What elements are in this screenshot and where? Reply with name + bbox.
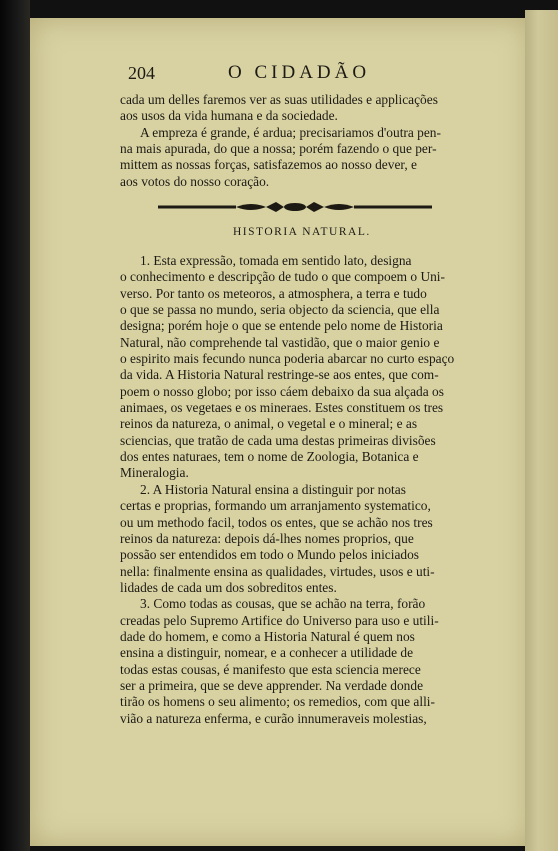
text-line: poem o nosso globo; por isso cáem debaixo da sua alçada os bbox=[120, 383, 444, 399]
scan-background-left bbox=[0, 0, 30, 851]
text-line: Natural, não comprehende tal vastidão, que o maior genio e bbox=[120, 334, 440, 350]
text-line: vião a natureza enferma, e curão innumeraveis molestias, bbox=[120, 710, 427, 726]
text-line: certas e proprias, formando um arranjamento systematico, bbox=[120, 498, 431, 514]
text-line: aos votos do nosso coração. bbox=[120, 173, 270, 189]
text-line: 3. Como todas as cousas, que se achão na terra, forão bbox=[140, 596, 426, 612]
text-line: todas estas cousas, é manifesto que esta sciencia merece bbox=[120, 661, 421, 677]
page-header bbox=[128, 63, 488, 85]
text-line: dade do homem, e como a Historia Natural é quem nos bbox=[120, 628, 415, 644]
text-line: lidades de cada um dos sobreditos entes. bbox=[120, 579, 337, 595]
text-line: reinos da natureza, o animal, o vegetal e o mineral; e as bbox=[120, 416, 418, 432]
text-line: possão ser entendidos em todo o Mundo pelos iniciados bbox=[120, 547, 420, 563]
intro-paragraph bbox=[120, 92, 492, 190]
ornamental-divider bbox=[156, 198, 434, 216]
text-line: verso. Por tanto os meteoros, a atmosphera, a terra e tudo bbox=[120, 285, 427, 301]
text-line: o que se passa no mundo, seria objecto da sciencia, que ella bbox=[120, 302, 440, 318]
text-line: dos entes naturaes, tem o nome de Zoologia, Botanica e bbox=[120, 449, 419, 465]
text-line: ser a primeira, que se deve apprender. Na verdade donde bbox=[120, 677, 424, 693]
text-line: reinos da natureza: depois dá-lhes nomes proprios, que bbox=[120, 530, 414, 546]
text-line: A empreza é grande, é ardua; precisariamos d'outra pen- bbox=[140, 124, 441, 140]
adjacent-page-edge bbox=[525, 10, 558, 851]
text-line: animaes, os vegetaes e os mineraes. Estes constituem os tres bbox=[120, 400, 444, 416]
body-text bbox=[120, 253, 492, 727]
text-line: da vida. A Historia Natural restringe-se aos entes, que com- bbox=[120, 367, 439, 383]
text-line: aos usos da vida humana e da sociedade. bbox=[120, 108, 338, 124]
text-line: na mais apurada, do que a nossa; porém fazendo o que per- bbox=[120, 141, 437, 157]
text-line: o espirito mais fecundo nunca poderia abarcar no curto espaço bbox=[120, 351, 455, 367]
text-line: o conhecimento e descripção de tudo o que compoem o Uni- bbox=[120, 269, 445, 285]
text-line: tirão os homens o seu alimento; os remedios, com que alli- bbox=[120, 694, 435, 710]
page-number: 204 bbox=[128, 63, 155, 83]
text-line: creadas pelo Supremo Artifice do Universo para uso e utili- bbox=[120, 612, 439, 628]
text-line: mittem as nossas forças, satisfazemos ao nosso dever, e bbox=[120, 157, 417, 173]
text-line: ou um methodo facil, todos os entes, que se achão nos tres bbox=[120, 514, 433, 530]
text-line: designa; porém hoje o que se entende pelo nome de Historia bbox=[120, 318, 443, 334]
text-line: 2. A Historia Natural ensina a distinguir por notas bbox=[140, 481, 406, 497]
section-title: HISTORIA NATURAL. bbox=[233, 226, 371, 238]
running-title: O CIDADÃO bbox=[228, 62, 371, 83]
text-line: Mineralogia. bbox=[120, 465, 189, 481]
text-line: cada um delles faremos ver as suas utilidades e applicações bbox=[120, 92, 438, 107]
text-line: 1. Esta expressão, tomada em sentido lato, designa bbox=[140, 253, 412, 268]
text-line: nella: finalmente ensina as qualidades, virtudes, usos e uti- bbox=[120, 563, 435, 579]
text-line: sciencias, que tratão de cada uma destas primeiras divisões bbox=[120, 432, 436, 448]
text-line: ensina a distinguir, nomear, e a conhecer a utilidade de bbox=[120, 645, 414, 661]
